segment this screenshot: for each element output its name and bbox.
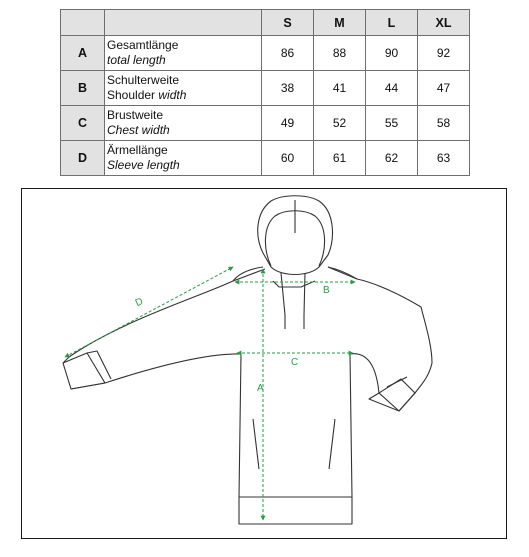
value-m: 52 bbox=[314, 106, 366, 141]
table-row-chest-width bbox=[61, 106, 470, 141]
label-english: Sleeve length bbox=[107, 158, 180, 172]
row-label bbox=[105, 106, 262, 141]
value-m: 61 bbox=[314, 141, 366, 176]
size-chart-table bbox=[60, 9, 470, 176]
table-row-total-length bbox=[61, 36, 470, 71]
row-label bbox=[105, 71, 262, 106]
marker-a: A bbox=[257, 383, 264, 394]
table-row-shoulder-width bbox=[61, 71, 470, 106]
header-size-l: L bbox=[366, 10, 418, 36]
left-drawcord bbox=[281, 273, 285, 329]
row-code: A bbox=[61, 36, 105, 71]
row-label bbox=[105, 36, 262, 71]
label-german: Schulterweite bbox=[107, 73, 180, 87]
row-code: B bbox=[61, 71, 105, 106]
value-l: 62 bbox=[366, 141, 418, 176]
body-outline bbox=[63, 267, 432, 497]
left-cuff-seam bbox=[87, 351, 111, 379]
header-size-m: M bbox=[314, 10, 366, 36]
right-shoulder-seam bbox=[328, 267, 357, 279]
value-m: 41 bbox=[314, 71, 366, 106]
dimension-lines bbox=[65, 267, 355, 520]
row-code: C bbox=[61, 106, 105, 141]
value-xl: 47 bbox=[418, 71, 470, 106]
value-l: 44 bbox=[366, 71, 418, 106]
label-german: Ärmellänge bbox=[107, 143, 168, 157]
header-size-s: S bbox=[262, 10, 314, 36]
marker-c: C bbox=[291, 357, 299, 368]
right-pocket bbox=[329, 419, 335, 469]
right-cuff bbox=[379, 379, 415, 411]
value-xl: 92 bbox=[418, 36, 470, 71]
label-german: Brustweite bbox=[107, 108, 164, 122]
table-header-row bbox=[61, 10, 470, 36]
left-pocket bbox=[253, 419, 259, 469]
value-s: 38 bbox=[262, 71, 314, 106]
value-s: 49 bbox=[262, 106, 314, 141]
measurement-diagram-frame bbox=[21, 188, 507, 539]
header-blank-label bbox=[105, 10, 262, 36]
label-german: Gesamtlänge bbox=[107, 38, 179, 52]
label-english: Chest width bbox=[107, 123, 170, 137]
value-l: 55 bbox=[366, 106, 418, 141]
value-s: 86 bbox=[262, 36, 314, 71]
hoodie-measurement-diagram bbox=[22, 189, 506, 538]
right-drawcord bbox=[304, 273, 305, 329]
label-english-italic: width bbox=[158, 88, 187, 102]
front-seam-hint bbox=[273, 281, 315, 287]
hoodie-outline bbox=[63, 196, 432, 524]
label-english: total length bbox=[107, 53, 166, 67]
table-row-sleeve-length bbox=[61, 141, 470, 176]
waistband bbox=[239, 497, 352, 524]
value-s: 60 bbox=[262, 141, 314, 176]
row-code: D bbox=[61, 141, 105, 176]
header-size-xl: XL bbox=[418, 10, 470, 36]
value-l: 90 bbox=[366, 36, 418, 71]
value-xl: 58 bbox=[418, 106, 470, 141]
marker-b: B bbox=[323, 285, 330, 296]
value-xl: 63 bbox=[418, 141, 470, 176]
header-blank-code bbox=[61, 10, 105, 36]
value-m: 88 bbox=[314, 36, 366, 71]
label-english bbox=[107, 88, 186, 102]
label-english-plain: Shoulder bbox=[107, 88, 159, 102]
row-label bbox=[105, 141, 262, 176]
marker-d: D bbox=[133, 296, 145, 310]
